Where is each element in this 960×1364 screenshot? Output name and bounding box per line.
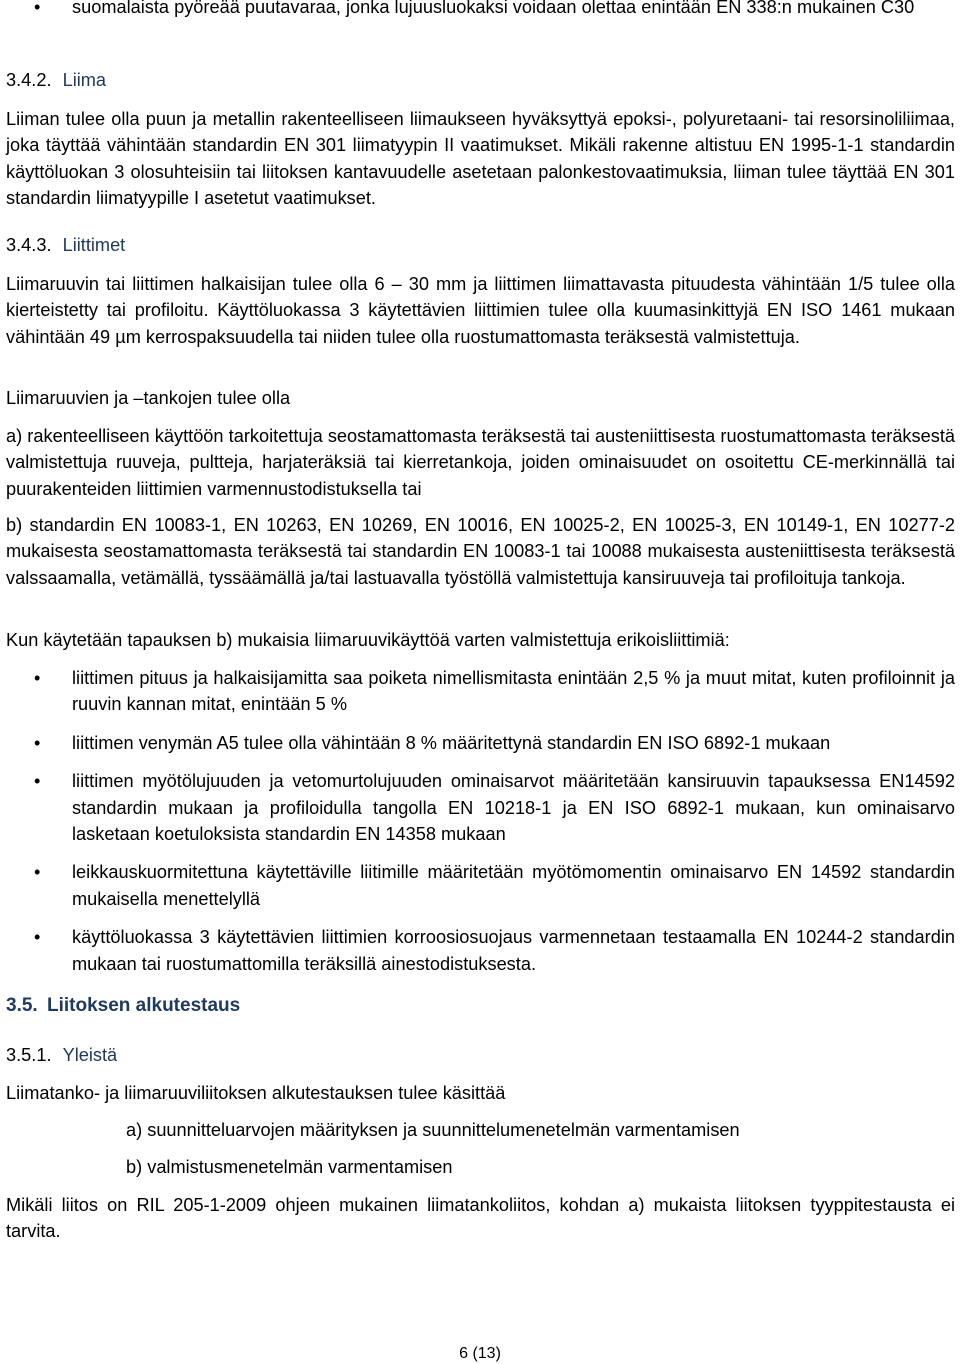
- bullet-text: suomalaista pyöreää puutavaraa, jonka lujuusluokaksi voidaan olettaa enintään EN 338:n mukainen C30: [72, 0, 915, 17]
- bullet-text: liittimen venymän A5 tulee olla vähintään 8 % määritettynä standardin EN ISO 6892-1 mukaan: [72, 732, 831, 753]
- bullet-icon: •: [34, 0, 41, 17]
- paragraph-liima: Liiman tulee olla puun ja metallin rakenteelliseen liimaukseen hyväksyttyä epoksi-, polyuretaani- tai resorsinoliliimaa, joka täyttää vähintään standardin EN 301 liimatyypin II vaatimukset. Mikäli rakenne altistuu EN 1995-1-1 standardin käyttöluokan 3 olosuhteisiin tai liitoksen kantavuudelle asetetaan palonkestovaatimuksia, liiman tulee täyttää EN 301 standardin liimatyypille I asetetut vaatimukset.: [6, 109, 955, 209]
- page-number: 6 (13): [459, 1345, 501, 1362]
- list-item: [6, 730, 955, 756]
- sub-item-list: [126, 1117, 955, 1181]
- paragraph-liittimet-1: Liimaruuvin tai liittimen halkaisijan tulee olla 6 – 30 mm ja liittimen liimattavasta pituudesta vähintään 1/5 tulee olla kierteistetty tai profiloitu. Käyttöluokassa 3 käytettävien liittimien tulee olla kuumasinkittyjä EN ISO 1461 mukaan vähintään 49 µm kerrospaksuudella tai niiden tulee olla ruostumattomasta teräksestä valmistettuja.: [6, 274, 955, 347]
- paragraph-liittimet-3: Kun käytetään tapauksen b) mukaisia liimaruuvikäyttöä varten valmistettuja erikoisliittimiä:: [6, 630, 730, 650]
- list-item-b: b) standardin EN 10083-1, EN 10263, EN 10269, EN 10016, EN 10025-2, EN 10025-3, EN 10149-1, EN 10277-2 mukaisesta seostamattomasta teräksestä tai standardin EN 10083-1 tai 10088 mukaisesta austeniittisesta teräksestä valssaamalla, vetämällä, tyssäämällä ja/tai lastuavalla työstöllä valmistettuja kansiruuveja tai profiloituja tankoja.: [6, 515, 955, 588]
- section-title: Liittimet: [62, 235, 126, 255]
- list-item: b) valmistusmenetelmän varmentamisen: [126, 1157, 453, 1178]
- section-heading-3-5-1: [6, 1042, 117, 1068]
- bullet-icon: •: [34, 732, 41, 753]
- requirements-bullet-list: [6, 665, 955, 977]
- list-item-a: a) rakenteelliseen käyttöön tarkoitettuja seostamattomasta teräksestä tai austeniittisesta ruostumattomasta teräksestä valmistettuja ruuveja, pultteja, harjateräksiä tai kierretankoja, joiden ominaisuudet on osoitettu CE-merkinnällä tai puurakenteiden liittimien varmennustodistuksella tai: [6, 426, 955, 499]
- section-heading-3-5: [6, 993, 240, 1019]
- bullet-icon: •: [34, 668, 41, 688]
- section-number: 3.4.2.: [6, 70, 52, 90]
- list-item: [6, 0, 955, 20]
- top-bullet-list: [6, 0, 955, 20]
- section-title: Yleistä: [62, 1045, 118, 1065]
- list-item: a) suunnitteluarvojen määrityksen ja suunnittelumenetelmän varmentamisen: [126, 1120, 740, 1140]
- list-item: [6, 924, 955, 977]
- list-item: [6, 768, 955, 847]
- section-title: Liima: [62, 70, 107, 90]
- bullet-text: leikkauskuormitettuna käytettäville liitimille määritetään myötömomentin ominaisarvo EN 14592 standardin mukaisella menettelyllä: [72, 862, 955, 909]
- bullet-text: käyttöluokassa 3 käytettävien liittimien korroosiosuojaus varmennetaan testaamalla EN 10244-2 standardin mukaan tai ruostumattomilla teräksillä ainestodistuksesta.: [72, 927, 955, 974]
- section-title: Liitoksen alkutestaus: [46, 995, 241, 1016]
- bullet-icon: •: [34, 771, 41, 792]
- bullet-text: liittimen pituus ja halkaisijamitta saa poiketa nimellismitasta enintään 2,5 % ja muut mitat, kuten profiloinnit ja ruuvin kannan mitat, enintään 5 %: [72, 668, 955, 715]
- list-item: [6, 859, 955, 912]
- section-number: 3.4.3.: [6, 235, 52, 255]
- paragraph-yleista-2: Mikäli liitos on RIL 205-1-2009 ohjeen mukainen liimatankoliitos, kohdan a) mukaista liitoksen tyyppitestausta ei tarvita.: [6, 1195, 955, 1242]
- paragraph-yleista-1: Liimatanko- ja liimaruuviliitoksen alkutestauksen tulee käsittää: [6, 1083, 506, 1103]
- section-heading-3-4-2: [6, 67, 106, 93]
- bullet-text: liittimen myötölujuuden ja vetomurtolujuuden ominaisarvot määritetään kansiruuvin tapauksessa EN14592 standardin mukaan ja profiloidulla tangolla EN 10218-1 ja EN ISO 6892-1 mukaan, kun ominaisarvo lasketaan koetuloksista standardin EN 14358 mukaan: [72, 771, 955, 845]
- bullet-icon: •: [34, 862, 41, 883]
- list-item: [6, 665, 955, 718]
- paragraph-liittimet-2: Liimaruuvien ja –tankojen tulee olla: [6, 388, 291, 408]
- section-number: 3.5.1.: [6, 1045, 52, 1065]
- bullet-icon: •: [34, 927, 41, 948]
- section-heading-3-4-3: [6, 232, 125, 258]
- section-number: 3.5.: [6, 995, 38, 1016]
